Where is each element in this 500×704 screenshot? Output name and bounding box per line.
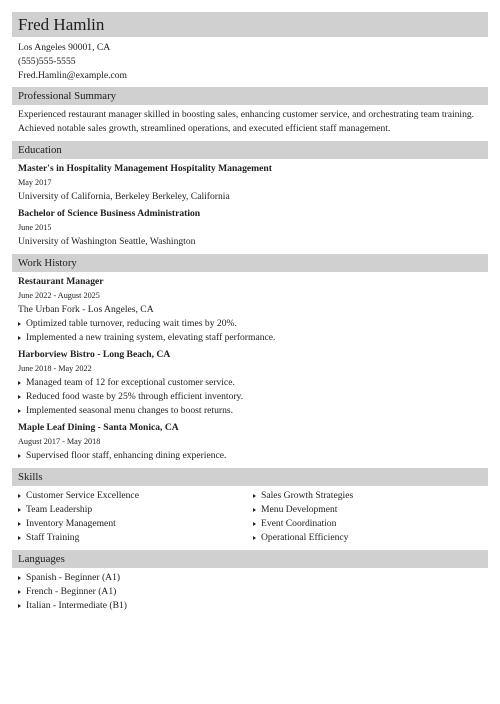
- job-bullet: Implemented seasonal menu changes to boost returns.: [18, 404, 488, 418]
- skill-item: Team Leadership: [18, 503, 253, 517]
- job-bullet: Reduced food waste by 25% through efficient inventory.: [18, 390, 488, 404]
- job-bullet: Managed team of 12 for exceptional customer service.: [18, 376, 488, 390]
- job-date: June 2018 - May 2022: [18, 364, 92, 373]
- skills-column-right: [253, 489, 488, 545]
- language-bullets: [18, 571, 488, 613]
- job-title: Harborview Bistro - Long Beach, CA: [18, 349, 171, 360]
- contact-block: [12, 41, 488, 83]
- job-bullets: [18, 449, 488, 463]
- contact-address: Los Angeles 90001, CA: [18, 42, 111, 53]
- summary-text: [12, 108, 488, 136]
- school-name: University of California, Berkeley Berkeley, California: [18, 191, 230, 202]
- job-title: Maple Leaf Dining - Santa Monica, CA: [18, 422, 179, 433]
- skill-item: Customer Service Excellence: [18, 489, 253, 503]
- education-item: [18, 207, 488, 249]
- degree-title: Bachelor of Science Business Administration: [18, 208, 201, 219]
- skills-list: [12, 489, 488, 545]
- language-item: Italian - Intermediate (B1): [18, 599, 488, 613]
- languages-heading: Languages: [12, 550, 488, 568]
- work-heading: Work History: [12, 254, 488, 272]
- language-item: Spanish - Beginner (A1): [18, 571, 488, 585]
- languages-list: [12, 571, 488, 613]
- skill-item: Sales Growth Strategies: [253, 489, 488, 503]
- work-list: [12, 275, 488, 463]
- degree-date: May 2017: [18, 178, 52, 187]
- skills-heading: Skills: [12, 468, 488, 486]
- degree-title: Master's in Hospitality Management Hospitality Management: [18, 163, 272, 174]
- summary-line: Experienced restaurant manager skilled in boosting sales, enhancing customer service, and orchestrating team training.: [18, 109, 475, 120]
- job-bullet: Implemented a new training system, elevating staff performance.: [18, 331, 488, 345]
- education-list: [12, 162, 488, 249]
- language-item: French - Beginner (A1): [18, 585, 488, 599]
- job-bullets: [18, 376, 488, 418]
- skill-item: Inventory Management: [18, 517, 253, 531]
- education-item: [18, 162, 488, 204]
- job-bullets: [18, 317, 488, 345]
- job-entry: [18, 348, 488, 418]
- job-bullet: Optimized table turnover, reducing wait times by 20%.: [18, 317, 488, 331]
- candidate-name: Fred Hamlin: [12, 12, 488, 37]
- skill-item: Menu Development: [253, 503, 488, 517]
- job-date: August 2017 - May 2018: [18, 437, 101, 446]
- job-entry: [18, 421, 488, 463]
- degree-date: June 2015: [18, 223, 52, 232]
- education-heading: Education: [12, 141, 488, 159]
- job-company: The Urban Fork - Los Angeles, CA: [18, 304, 154, 315]
- job-bullet: Supervised floor staff, enhancing dining experience.: [18, 449, 488, 463]
- school-name: University of Washington Seattle, Washington: [18, 236, 196, 247]
- job-entry: [18, 275, 488, 345]
- skill-item: Operational Efficiency: [253, 531, 488, 545]
- job-title: Restaurant Manager: [18, 276, 104, 287]
- skills-column-left: [18, 489, 253, 545]
- skill-item: Staff Training: [18, 531, 253, 545]
- summary-line: Achieved notable sales growth, streamlined operations, and executed efficient staff management.: [18, 123, 391, 134]
- contact-email: Fred.Hamlin@example.com: [18, 70, 128, 81]
- summary-heading: Professional Summary: [12, 87, 488, 105]
- job-date: June 2022 - August 2025: [18, 291, 100, 300]
- contact-phone: (555)555-5555: [18, 56, 76, 67]
- skill-item: Event Coordination: [253, 517, 488, 531]
